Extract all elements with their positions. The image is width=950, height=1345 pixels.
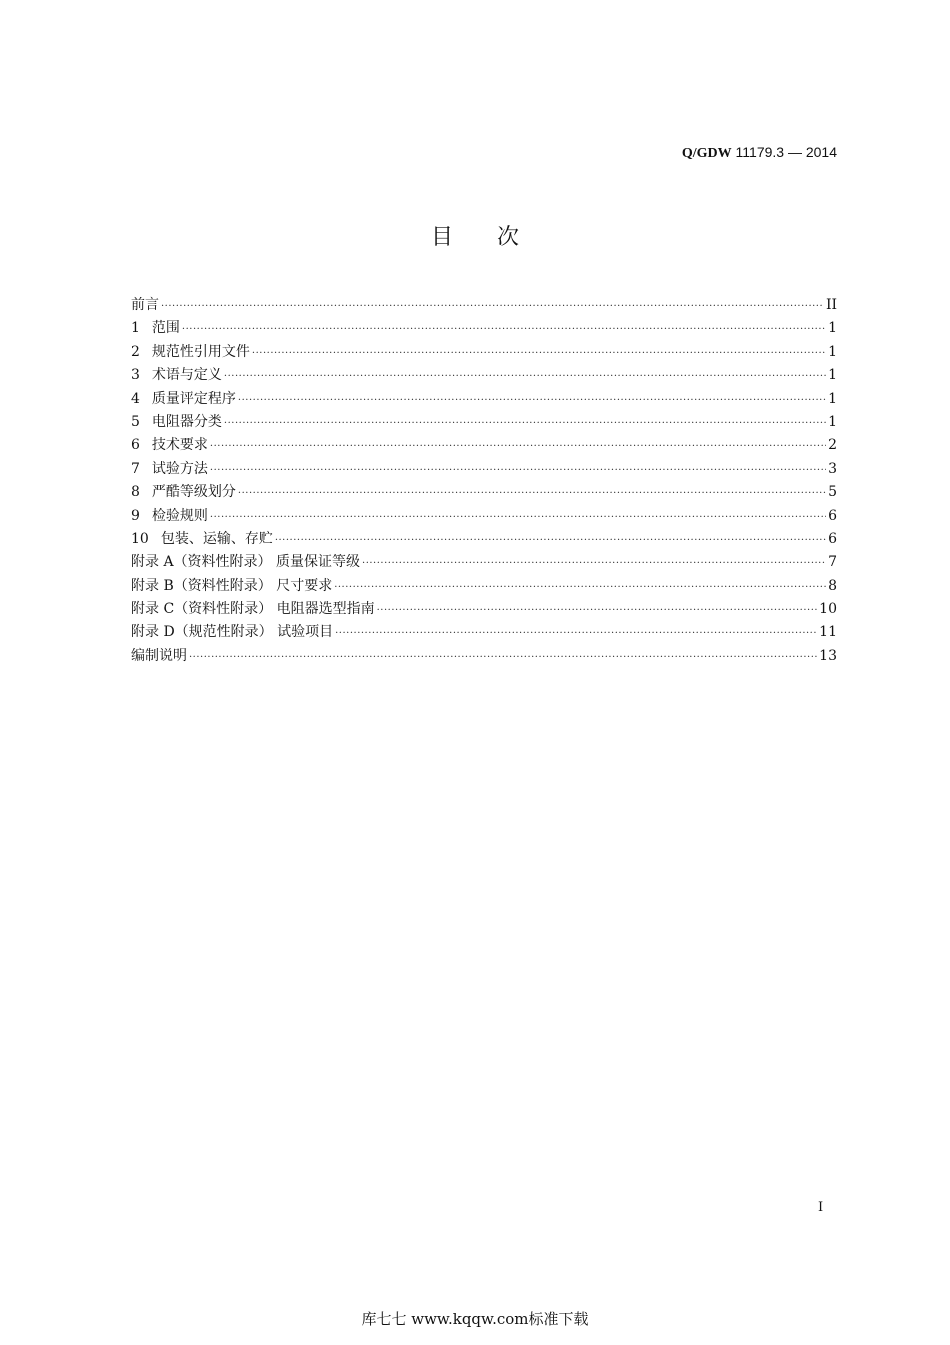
toc-leader-dots — [238, 482, 826, 505]
toc-entry-number: 9 — [131, 507, 140, 524]
toc-leader-dots — [210, 459, 826, 482]
toc-entry-label: 质量评定程序 — [151, 390, 236, 407]
toc-entry-page: 5 — [828, 484, 837, 501]
standard-code — [682, 144, 837, 162]
toc-leader-dots — [210, 435, 826, 458]
toc-entry[interactable] — [131, 364, 837, 387]
toc-entry[interactable] — [131, 528, 837, 551]
toc-entry-page: 10 — [819, 601, 837, 618]
toc-leader-dots — [335, 622, 817, 645]
toc-entry-number: 5 — [131, 413, 140, 430]
toc-entry[interactable] — [131, 411, 837, 434]
toc-entry-number: 6 — [131, 437, 140, 454]
toc-entry[interactable] — [131, 645, 837, 668]
toc-entry[interactable] — [131, 575, 837, 598]
toc-entry-page: 6 — [828, 530, 837, 547]
toc-entry[interactable] — [131, 317, 837, 340]
footer-watermark: 库七七 www.kqqw.com标准下载 — [361, 1310, 589, 1328]
toc-entry-page: 1 — [828, 413, 837, 430]
toc-leader-dots — [161, 295, 824, 318]
toc-entry-label: 技术要求 — [151, 437, 208, 454]
toc-entry-number: 2 — [131, 343, 140, 360]
toc-entry-label: 范围 — [151, 320, 180, 337]
toc-entry[interactable] — [131, 551, 837, 574]
toc-entry-number: 1 — [131, 320, 140, 337]
toc-entry-number: 10 — [131, 530, 149, 547]
toc-title: 目次 — [430, 225, 563, 250]
toc-entry[interactable] — [131, 341, 837, 364]
toc-entry-label: 附录 C（资料性附录） 电阻器选型指南 — [131, 601, 375, 618]
toc-entry-label: 编制说明 — [131, 647, 187, 664]
toc-entry-label: 电阻器分类 — [151, 413, 222, 430]
toc-entry[interactable] — [131, 505, 837, 528]
toc-entry-label: 规范性引用文件 — [151, 343, 250, 360]
toc-entry-label: 附录 B（资料性附录） 尺寸要求 — [131, 577, 333, 594]
toc-entry-label: 严酷等级划分 — [151, 484, 236, 501]
toc-entry-page: 3 — [828, 460, 837, 477]
toc-leader-dots — [275, 529, 826, 552]
toc-entry-page: 13 — [819, 647, 837, 664]
toc-entry-page: 1 — [828, 367, 837, 384]
table-of-contents — [131, 294, 837, 668]
toc-leader-dots — [224, 412, 826, 435]
toc-entry[interactable] — [131, 621, 837, 644]
toc-leader-dots — [224, 365, 826, 388]
toc-leader-dots — [334, 576, 826, 599]
toc-entry-label: 附录 D（规范性附录） 试验项目 — [131, 624, 334, 641]
toc-entry-page: II — [825, 297, 837, 313]
toc-entry-page: 1 — [828, 390, 837, 407]
toc-entry[interactable] — [131, 388, 837, 411]
toc-entry-page: 6 — [828, 507, 837, 524]
toc-entry-page: 11 — [819, 624, 837, 641]
toc-entry[interactable] — [131, 481, 837, 504]
toc-entry-number: 8 — [131, 484, 140, 501]
toc-entry-number: 4 — [131, 390, 140, 407]
toc-entry-page: 2 — [828, 437, 837, 454]
toc-entry-label: 术语与定义 — [151, 367, 222, 384]
standard-number: 11179.3 — 2014 — [735, 144, 837, 160]
toc-leader-dots — [252, 342, 826, 365]
toc-entry[interactable] — [131, 294, 837, 317]
page-number: I — [818, 1200, 824, 1215]
standard-prefix: Q/GDW — [681, 146, 732, 161]
toc-entry-label: 附录 A（资料性附录） 质量保证等级 — [131, 554, 361, 571]
toc-leader-dots — [189, 646, 817, 669]
toc-entry-label: 试验方法 — [151, 460, 208, 477]
toc-entry-label: 前言 — [131, 297, 159, 313]
toc-leader-dots — [377, 599, 818, 622]
toc-leader-dots — [238, 389, 826, 412]
toc-entry-page: 1 — [828, 343, 837, 360]
toc-entry-page: 1 — [828, 320, 837, 337]
toc-entry-page: 8 — [828, 577, 837, 594]
toc-leader-dots — [210, 506, 826, 529]
toc-entry[interactable] — [131, 434, 837, 457]
toc-entry-label: 检验规则 — [151, 507, 208, 524]
toc-leader-dots — [362, 552, 826, 575]
toc-entry-number: 3 — [131, 367, 140, 384]
toc-entry[interactable] — [131, 458, 837, 481]
toc-entry-number: 7 — [131, 460, 140, 477]
toc-entry-label: 包装、运输、存贮 — [160, 530, 273, 547]
toc-leader-dots — [182, 318, 826, 341]
toc-entry[interactable] — [131, 598, 837, 621]
toc-entry-page: 7 — [828, 554, 837, 571]
